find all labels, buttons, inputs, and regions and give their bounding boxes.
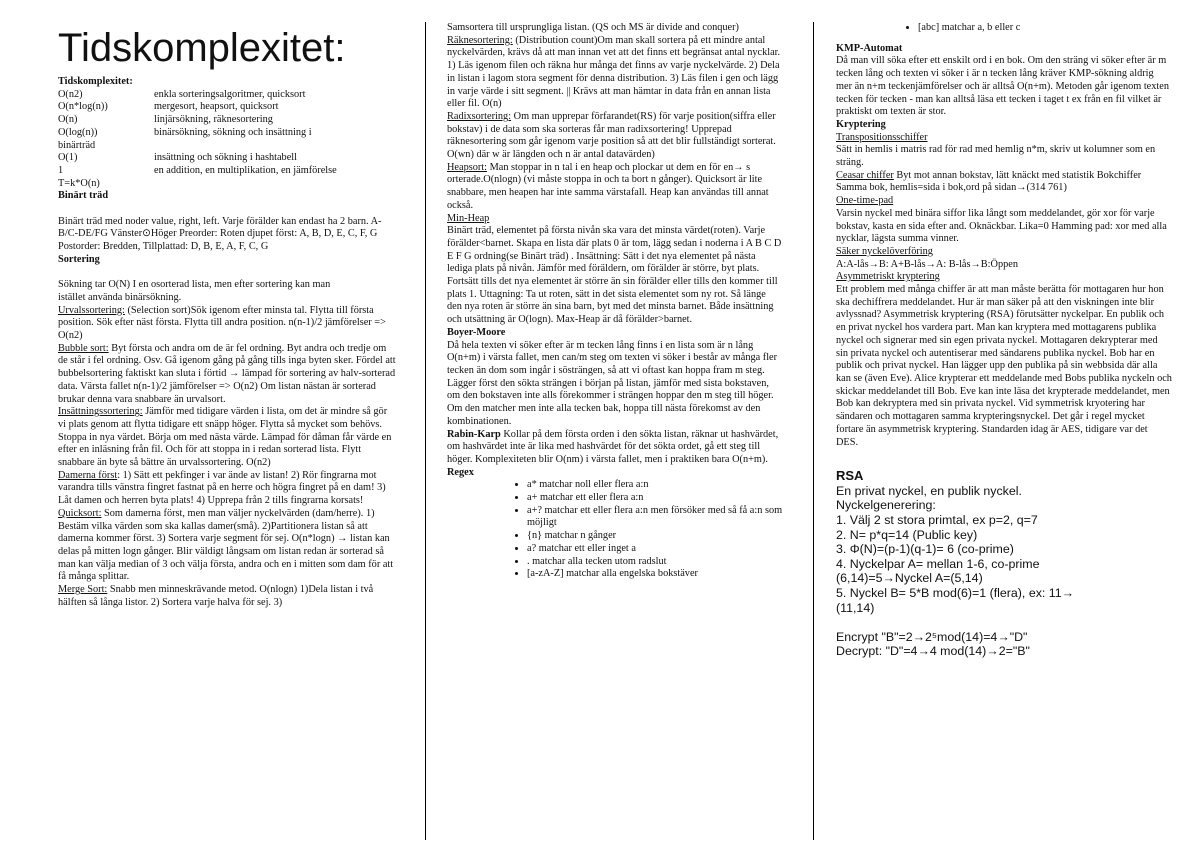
list-item: • [a-zA-Z] matchar alla engelska bokstäver — [527, 568, 783, 581]
complexity-row: 1 en addition, en multiplikation, en jämförelse — [58, 164, 337, 176]
rabin-karp-paragraph: Rabin-Karp Kollar på dem första orden i den sökta listan, räknar ut hashvärdet, om hashvärdet inte är lika med hashvärdet för det sökta ordet, gå ett steg till höger. Komplexiteten blir O(nm) i värsta fallet, men i praktiken bara O(n+m). — [447, 428, 779, 465]
regex-list-continued — [836, 22, 1172, 35]
transposition-text: Sätt in hemlis i matris rad för rad med hemlig n*m, skriv ut kolumner som en sträng. — [836, 144, 1156, 169]
list-item: • . matchar alla tecken utom radslut — [527, 556, 783, 569]
rabin-karp-label: Rabin-Karp — [447, 428, 501, 440]
column-divider-1 — [425, 22, 426, 840]
bubble-sort-paragraph: Bubble sort: Byt första och andra om de är fel ordning. Byt andra och tredje om de står i fel ordning. Osv. Gå igenom gång på gång tills inga byten sker. Fördel att bubbelsortering faktiskt kan sluta i förtid → lämpad för sortering av halv-sorterad data. Värsta fallet n(n-1)/2 jämförelser => O(n2) Om listan nästan är sorterad brukar denna vara snabbare än urvalsort. — [58, 342, 396, 405]
quicksort-label: Quicksort: — [58, 507, 102, 519]
ladies-first-paragraph: Damerna först: 1) Sätt ett pekfinger i var ände av listan! 2) Rör fingrarna mot varandra tills vänstra fingret fastnat på en herre och högra fingret på en dam! 3) Låt damen och herren byta plats! 4) Upprepa från 2 tills fingrarna korsats! — [58, 469, 386, 507]
complexity-row: O(n) linjärsökning, räknesortering — [58, 114, 273, 126]
selection-sort-label: Urvalssortering: — [58, 304, 125, 316]
safe-key-transfer-label: Säker nyckelöverföring — [836, 245, 933, 257]
one-time-pad-text: Varsin nyckel med binära siffor lika långt som meddelandet, gör xor för varje bokstav, kasta en sida efter and. Oknäckbar. Lika=0 Hamming pad: xor med alla nycklar, lägsta summa vinner. — [836, 207, 1167, 245]
complexity-heading: Tidskomplexitet: — [58, 76, 133, 87]
column-2 — [447, 22, 783, 838]
insertion-sort-paragraph: Insättningssortering: Jämför med tidigare värden i lista, om det är mindre så gör vi plats genom att flytta tidigare ett snäpp höger. Flytta så mycket som behövs. Stoppa in nya värdet. Börja om med nästa värde. Lämpad för dåman får värde en efter en inläsning från fil. Och för att stoppa in i redan sorterad lista. Flytt snabbare än byte så bättre än urvalssortering. O(n2) — [58, 406, 392, 469]
regex-heading: Regex — [447, 466, 474, 478]
list-item: • a? matchar ett eller inget a — [527, 543, 783, 556]
sort-intro: Sökning tar O(N) I en osorterad lista, men efter sortering kan man — [58, 279, 331, 291]
page-title: Tidskomplexitet: — [58, 26, 346, 70]
complexity-row: O(1) insättning och sökning i hashtabell — [58, 152, 297, 164]
list-item: • a+? matchar ett eller flera a:n men försöker med så få a:n som möjligt — [527, 505, 783, 530]
rsa-line: Encrypt "B"=2→2⁵mod(14)=4→"D" — [836, 629, 1028, 644]
regex-list — [447, 479, 783, 581]
rsa-line: 5. Nyckel B= 5*B mod(6)=1 (flera), ex: 11→ — [836, 586, 1075, 601]
encryption-heading: Kryptering — [836, 118, 886, 130]
boyer-moore-label: Boyer-Moore — [447, 326, 506, 338]
minheap-text: Binärt träd, elementet på första nivån ska vara det minsta värdet(roten). Varje förälder<barnet. Skapa en lista där plats 0 är tom, lägg sedan i noderna i A B C D E F G ordning(se Binärt träd) . Insättning: Sätt i det nya elementet på nästa lediga plats på nivån. Jämför med föräldern, om förälder är större, byt plats. Fortsätt tills det nya elementet är större än sin förälder eller tills den kommer till plats 1. Uttagning: Ta ut roten, sätt in det sista elementet som ny rot. Så länge den nya roten är större än sina barn, byt med det minsta barnet. Både insättning och utsättning är O(logn). Max-Heap är då förälder>barnet. — [447, 225, 782, 326]
column-divider-2 — [813, 22, 814, 840]
complexity-row: O(log(n)) binärsökning, sökning och insättning i — [58, 126, 312, 138]
rsa-block — [836, 484, 1172, 659]
bintree-text: Binärt träd med noder value, right, left. Varje förälder kan endast ha 2 barn. A-B/C-DE/FG Vänster⊙Höger Preorder: Roten djupet först: A, B, D, E, C, F, G Postorder: Bredden, Tillplattad: D, B, E, A, F, C, G — [58, 215, 382, 253]
selection-sort-paragraph: Urvalssortering: (Selection sort)Sök igenom efter minsta tal. Flytta till första position. Sök efter näst första. Flytta till andra position. n(n-1)/2 jämförelser => O(n2) — [58, 304, 386, 342]
list-item: • [abc] matchar a, b eller c — [918, 22, 1172, 35]
counting-sort-label: Räknesortering: — [447, 34, 513, 46]
complexity-row: binärträd — [58, 139, 96, 151]
safe-key-transfer-text: A:A-lås→B: A+B-lås→A: B-lås→B:Öppen — [836, 258, 1018, 270]
sort-intro-2: istället använda binärsökning. — [58, 291, 182, 303]
heapsort-label: Heapsort: — [447, 161, 488, 173]
column-1 — [58, 22, 396, 838]
mergesort-paragraph: Merge Sort: Snabb men minneskrävande metod. O(nlogn) 1)Dela listan i två hälften så långa listor. 2) Sortera varje halva för sej. 3) — [58, 584, 374, 608]
rsa-line: (6,14)=5→Nyckel A=(5,14) — [836, 571, 983, 586]
kmp-heading: KMP-Automat — [836, 42, 903, 54]
quicksort-paragraph: Quicksort: Som damerna först, men man väljer nyckelvärden (dam/herre). 1) Bestäm vilka värden som ska kallas damer(små). 2)Partitionera listan så att damerna kommer först. 3) Sortera varje segment för sej. O(n*logn) → listan kan delas på mitten logn gånger. Blir väldigt långsam om listan redan är sorterad så man kan välja median of 3 och välja första, andra och en i mitten som dam för att få många splittar. — [58, 507, 394, 583]
rsa-line: 3. Φ(N)=(p-1)(q-1)= 6 (co-prime) — [836, 542, 1014, 557]
list-item: • a* matchar noll eller flera a:n — [527, 479, 783, 492]
rsa-line: Decrypt: "D"=4→4 mod(14)→2="B" — [836, 644, 1030, 659]
sort-heading: Sortering — [58, 253, 100, 265]
counting-sort-paragraph: Räknesortering: (Distribution count)Om man skall sortera på ett mindre antal nyckelvärden, krävs då att man innan vet att det finns ett begränsat antal nycklar. 1) Läs igenom filen och räkna hur många det finns av varje nyckelvärde. 2) Dela in listan i lagom stora segment för denna distribution. 3) Läs filen i gen och lägg in varje värde i sitt segment. || Krävs att man hämtar in data från en annan lista eller fil. O(n) — [447, 34, 781, 110]
kmp-text: Då man vill söka efter ett enskilt ord i en bok. Om den sträng vi söker efter är m tecken lång och texten vi söker i är n tecken lång kräver KMP-sökning aldrig mer än n+m teckenjämförelser och är alltså O(n+m). Metoden går igenom texten tecken för tecken - man kan alltså läsa ett tecken i taget t ex från en fil vilket är praktiskt om texten är stor. — [836, 55, 1169, 118]
radix-sort-label: Radixsortering: — [447, 110, 512, 122]
bintree-heading: Binärt träd — [58, 190, 109, 202]
rsa-line: 4. Nyckelpar A= mellan 1-6, co-prime — [836, 556, 1040, 571]
transposition-label: Transpositionsschiffer — [836, 131, 928, 143]
minheap-label: Min-Heap — [447, 212, 490, 224]
radix-sort-paragraph: Radixsortering: Om man upprepar förfarandet(RS) för varje position(siffra eller bokstav) i de data som ska sorteras får man radixsortering! Upprepad räknesortering som går igenom varje position så att det blir fullständigt sorterat. O(wn) där w är längden och n är antal datavärden) — [447, 110, 776, 161]
list-item: • {n} matchar n gånger — [527, 530, 783, 543]
rsa-line: 1. Välj 2 st stora primtal, ex p=2, q=7 — [836, 513, 1038, 528]
rsa-heading: RSA — [836, 467, 864, 483]
boyer-moore-text: Då hela texten vi söker efter är m tecken lång finns i en lista som är n lång O(n+m) i värsta fallet, men can/m steg om texten vi söker i består av många fler tecken än dom som ingår i sösträngen, så att vi oftast kan hoppa fram m steg. Lägger först den sökta strängen i början på listan, jämför med sista bokstaven, om den bokstaven inte alls förekommer i strängen hoppar den m steg till höger. Om den matcher men inte alla tecken bak, hoppa till nästa förekomst av den kombinationen. — [447, 339, 778, 427]
complexity-row: O(n2) enkla sorteringsalgoritmer, quicksort — [58, 88, 306, 100]
rsa-line: Nyckelgenerering: — [836, 498, 936, 513]
rsa-line: (11,14) — [836, 600, 875, 615]
complexity-table — [58, 89, 396, 178]
rsa-line — [836, 615, 1172, 630]
heapsort-paragraph: Heapsort: Man stoppar in n tal i en heap och plockar ut dem en för en→ s orterade.O(nlogn) (vi måste stoppa in och ta bort n gånger). Quicksort är lite snabbare, men heapen har inte samma värstafall. Heap kan användas till annat också. — [447, 161, 769, 211]
insertion-sort-label: Insättningssortering: — [58, 406, 143, 418]
complexity-row: O(n*log(n)) mergesort, heapsort, quicksort — [58, 101, 279, 113]
caesar-paragraph: Ceasar chiffer Byt mot annan bokstav, lätt knäckt med statistik Bokchiffer Samma bok, hemlis=sida i bok,ord på sidan→(314 761) — [836, 169, 1142, 194]
ladies-first-label: Damerna först — [58, 469, 118, 481]
column-3 — [836, 22, 1172, 838]
list-item: • a+ matchar ett eller flera a:n — [527, 492, 783, 505]
rsa-line: En privat nyckel, en publik nyckel. — [836, 483, 1022, 498]
asymmetric-text: Ett problem med många chiffer är att man måste berätta för mottagaren hur hon ska dechiffrera meddelandet. Hur är man säker på att den viskningen inte blir avlyssnad? Asymmetrisk kryptering (RSA) förutsätter nyckelpar. En publik och en privat nyckel hos vardera part. Man kan kryptera med mottagarens publika nyckel och signerar med sin egen privata nyckel. Mottagaren dekrypterar med sin privata nyckel och autentiserar med sändarens publika nyckel. Bob har en publik och privat nyckel. Han lägger upp den publika på sin webbsida där alla kan se (även Eve). Alice krypterar ett meddelande med Bobs publika nyckeln och skickar meddelandet till Bob. Eve kan inte läsa det krypterade meddelandet, men Bob kan dekryptera med sin privata nyckel. Vid symmetrisk kryotering har sändaren och mottagaren samma krypteringsnyckel. Det går i regel mycket fortare än asymmetrisk kryptering. Standarden idag är AES, tidigare var det DES. — [836, 284, 1172, 448]
mergesort-continued: Samsortera till ursprungliga listan. (QS och MS är divide and conquer) — [447, 22, 739, 33]
mergesort-label: Merge Sort: — [58, 584, 108, 596]
asymmetric-label: Asymmetriskt kryptering — [836, 271, 940, 283]
formula: T=k*O(n) — [58, 177, 100, 189]
one-time-pad-label: One-time-pad — [836, 195, 894, 207]
bubble-sort-label: Bubble sort: — [58, 342, 109, 354]
caesar-label: Ceasar chiffer — [836, 169, 894, 181]
rsa-line: 2. N= p*q=14 (Public key) — [836, 527, 978, 542]
